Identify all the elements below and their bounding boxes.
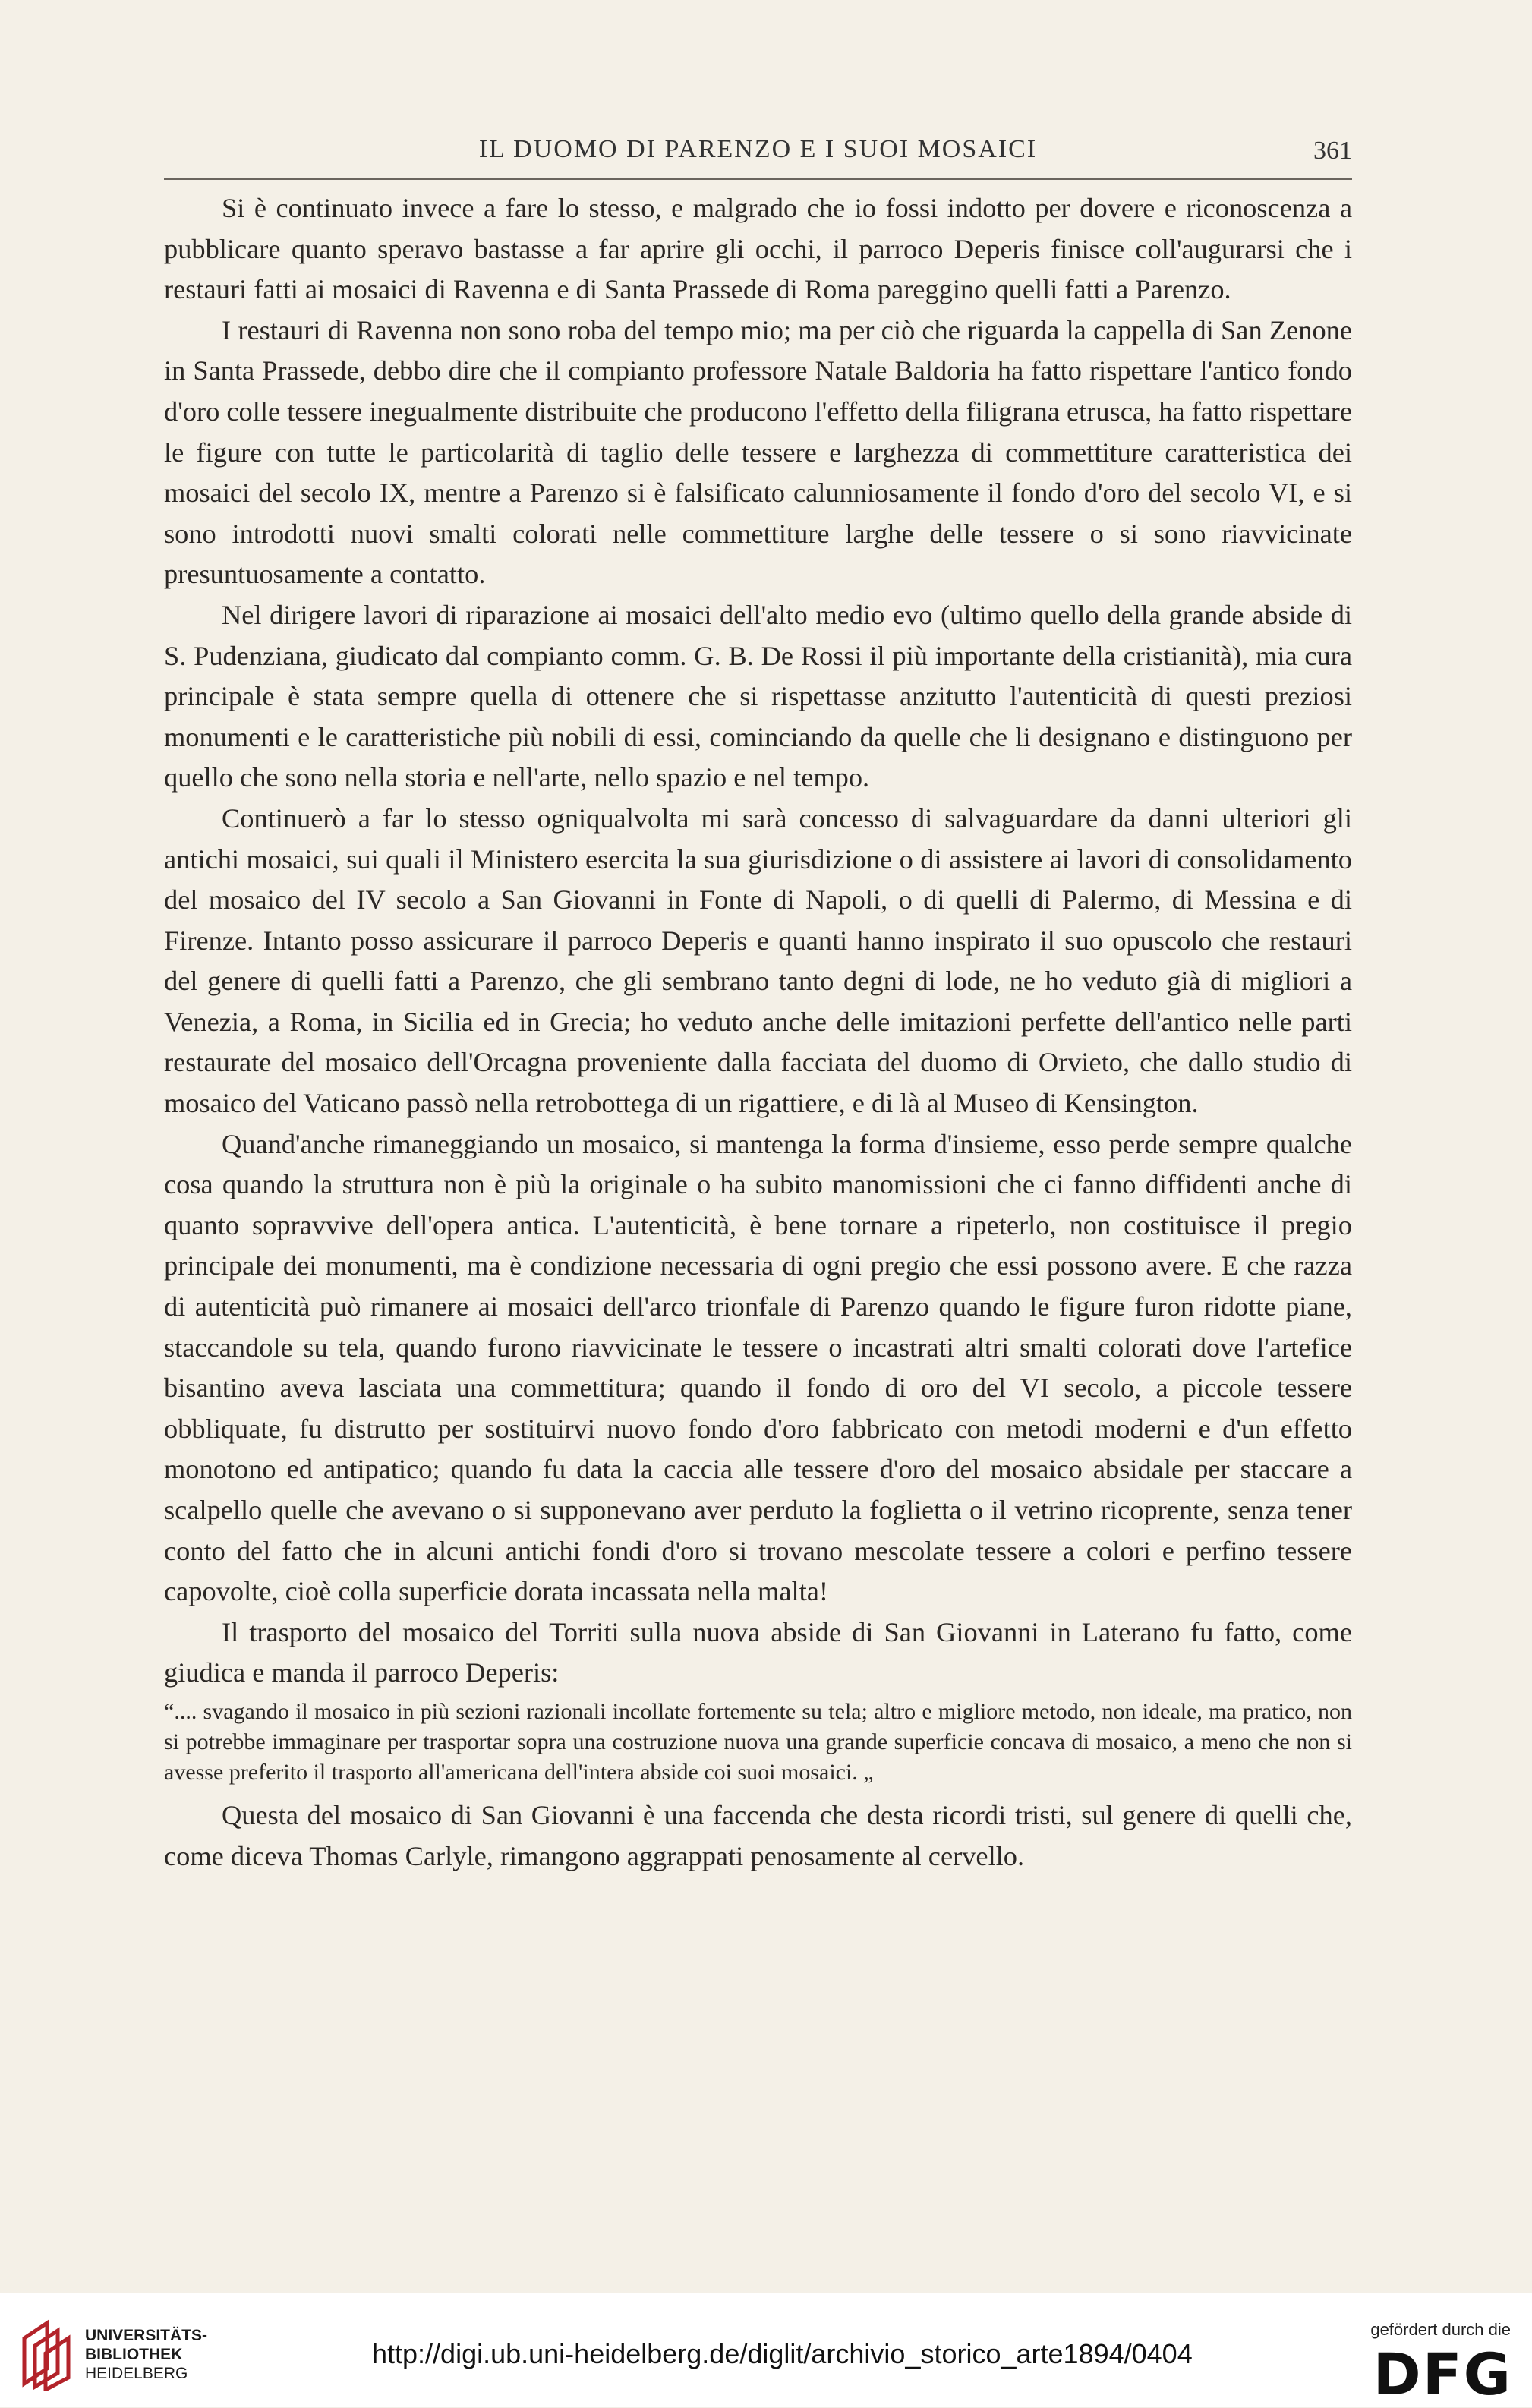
running-head — [164, 128, 1352, 173]
paragraph: Il trasporto del mosaico del Torriti sulla nuova abside di San Giovanni in Laterano fu fatto, come giudica e manda il parroco Deperis: — [164, 1616, 1352, 1688]
paragraph: Continuerò a far lo stesso ogniqualvolta mi sarà concesso di salvaguardare da danni ulteriori gli antichi mosaici, sui quali il Ministero esercita la sua giurisdizione o di assistere ai lavori di consolidamento del mosaico del IV secolo a San Giovanni in Fonte di Napoli, o di quelli di Palermo, di Messina e di Firenze. Intanto posso assicurare il parroco Deperis e quanti hanno inspirato il suo opuscolo che restauri del genere di quelli fatti a Parenzo, che gli sembrano tanto degni di lode, ne ho veduto già di migliori a Venezia, a Roma, in Sicilia ed in Grecia; ho veduto anche delle imitazioni perfette dell'antico nelle parti restaurate del mosaico dell'Orcagna proveniente dalla facciata del duomo di Orvieto, che dallo studio di mosaico del Vaticano passò nella retrobottega di un rigattiere, e di là al Museo di Kensington. — [164, 802, 1352, 1119]
paragraph: I restauri di Ravenna non sono roba del tempo mio; ma per ciò che riguarda la cappella di San Zenone in Santa Prassede, debbo dire che il compianto professore Natale Baldoria ha fatto rispettare l'antico fondo d'oro colle tessere inegualmente distribuite che producono l'effetto della filigrana etrusca, ha fatto rispettare le figure con tutte le particolarità di taglio delle tessere e larghezza di commettiture caratteristica dei mosaici del secolo IX, mentre a Parenzo si è falsificato calunniosamente il fondo d'oro del secolo VI, e si sono introdotti nuovi smalti colorati nelle commettiture larghe delle tessere o si sono riavvicinate presuntuosamente a contatto. — [164, 314, 1352, 590]
university-library-logo-icon — [17, 2315, 77, 2391]
dfg-logo-icon: DFG — [1373, 2340, 1512, 2408]
header-rule — [164, 178, 1352, 180]
footer-bar — [0, 2293, 1532, 2407]
block-quote: “.... svagando il mosaico in più sezioni razionali incollate fortemente su tela; altro e migliore metodo, non ideale, ma pratico, non si potrebbe immaginare per trasportar sopra una costruzione nuova una grande superficie concava di mosaico, a meno che non si avesse preferito il trasporto all'americana dell'intera abside coi suoi mosaici. „ — [164, 1698, 1352, 1785]
page-number: 361 — [1313, 137, 1352, 165]
paragraph: Quand'anche rimaneggiando un mosaico, si mantenga la forma d'insieme, esso perde sempre qualche cosa quando la struttura non è più la originale o ha subito manomissioni che ci fanno diffidenti anche di quanto sopravvive dell'opera antica. L'autenticità, è bene tornare a ripeterlo, non costituisce il pregio principale dei monumenti, ma è condizione necessaria di ogni pregio che essi possono avere. E che razza di autenticità può rimanere ai mosaici dell'arco trionfale di Parenzo quando le figure furon ridotte piane, staccandole su tela, quando furono riavvicinate le tessere o incastrati altri smalti colorati dove l'artefice bisantino aveva lasciata una commettitura; quando il fondo di oro del VI secolo, a piccole tessere obbliquate, fu distrutto per sostituirvi nuovo fondo d'oro fabbricato con metodi moderni e d'un effetto monotono ed antipatico; quando fu data la caccia alle tessere d'oro del mosaico absidale per staccare a scalpello quelle che avevano o si supponevano aver perduto la foglietta o il vetrino ricoprente, senza tener conto del fatto che in alcuni antichi fondi d'oro si trovano mescolate tessere a colori e perfino tessere capovolte, cioè colla superficie dorata incassata nella malta! — [164, 1128, 1352, 1607]
running-title: IL DUOMO DI PARENZO E I SUOI MOSAICI — [478, 135, 1038, 163]
paragraph: Si è continuato invece a fare lo stesso, e malgrado che io fossi indotto per dovere e riconoscenza a pubblicare quanto speravo bastasse a far aprire gli occhi, il parroco Deperis finisce coll'augurarsi che i restauri fatti ai mosaici di Ravenna e di Santa Prassede di Roma pareggino quelli fatti a Parenzo. — [164, 193, 1352, 305]
funding-caption: gefördert durch die — [1370, 2320, 1511, 2339]
paragraph: Questa del mosaico di San Giovanni è una faccenda che desta ricordi tristi, sul genere di quelli che, come diceva Thomas Carlyle, rimangono aggrappati penosamente al cervello. — [164, 1799, 1352, 1871]
digital-copy-link[interactable]: http://digi.ub.uni-heidelberg.de/diglit/archivio_storico_arte1894/0404 — [372, 2338, 1193, 2369]
paragraph: Nel dirigere lavori di riparazione ai mosaici dell'alto medio evo (ultimo quello della grande abside di S. Pudenziana, giudicato dal compianto comm. G. B. De Rossi il più importante della cristianità), mia cura principale è stata sempre quella di ottenere che si rispettasse anzitutto l'autenticità di questi preziosi monumenti e le caratteristiche più nobili di essi, cominciando da quelle che li designano e distinguono per quello che sono nella storia e nell'arte, nello spazio e nel tempo. — [164, 599, 1352, 793]
library-name: UNIVERSITÄTS- BIBLIOTHEK HEIDELBERG — [85, 2327, 208, 2382]
body-text — [164, 188, 1352, 1877]
